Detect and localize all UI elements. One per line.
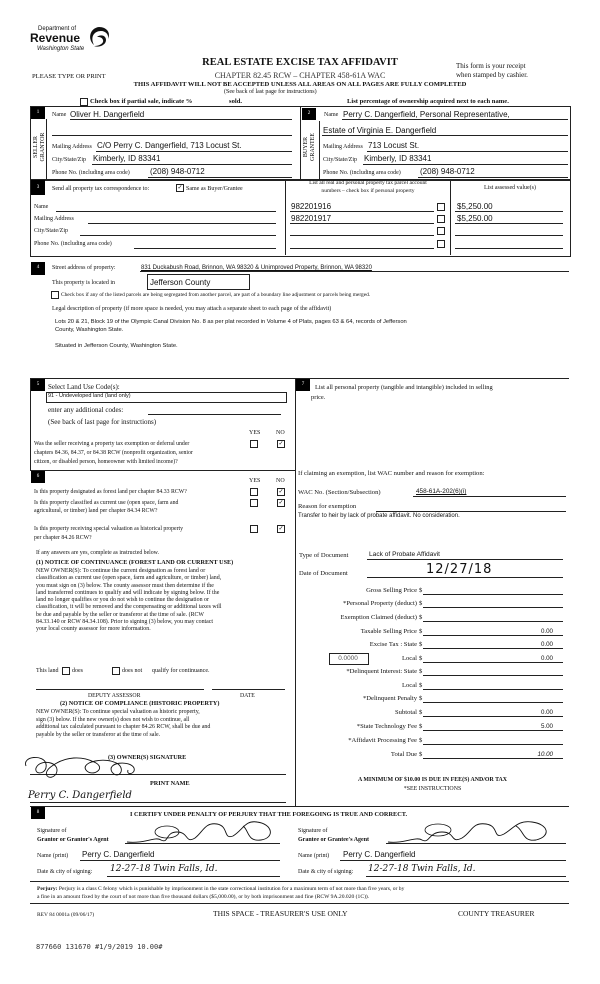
currency-symbol: $ [419, 587, 423, 594]
legal-description-line-2[interactable]: County, Washington State. [55, 327, 124, 333]
assessed-line[interactable] [455, 235, 563, 236]
fee-value[interactable]: 0.00 [540, 709, 553, 716]
additional-codes-label: enter any additional codes: [48, 406, 124, 414]
owner-signature-label: (3) OWNER(S) SIGNATURE [108, 754, 187, 761]
fee-label: Local [401, 655, 417, 662]
section-4-badge: 4 [31, 262, 45, 275]
print-name-line[interactable] [30, 802, 286, 803]
completion-warning: THIS AFFIDAVIT WILL NOT BE ACCEPTED UNLESS ALL AREAS ON ALL PAGES ARE FULLY COMPLETED [133, 81, 467, 88]
currency-symbol: $ [419, 641, 423, 648]
wac-line [413, 496, 566, 497]
grantee-label: GRANTEE [310, 133, 316, 161]
notice-line: NEW OWNER(S): To continue special valuation as historic property, [36, 709, 200, 715]
assessor-date-line[interactable] [212, 689, 285, 690]
notice-line: sign (3) below. If the new owner(s) does not wish to continue, all [36, 716, 190, 723]
forest-land-question: Is this property designated as forest land per chapter 84.33 RCW? [34, 489, 187, 495]
perjury-line-2: a fine in an amount fixed by the court of not more than five thousand dollars ($5,000.00), or by both imprisonment and fine (RCW 9A.20.020 (1C)). [37, 894, 370, 900]
current-use-question-2: agricultural, or timber) land per chapter 84.34 RCW? [34, 508, 158, 514]
grantor-signature-icon [125, 818, 285, 848]
perjury-notice [37, 885, 404, 901]
assessed-value[interactable]: $5,250.00 [457, 214, 493, 223]
county-treasurer: COUNTY TREASURER [458, 909, 535, 918]
section-1-badge: 1 [31, 107, 45, 119]
buyer-label: BUYER [303, 136, 309, 158]
buyer-name[interactable]: Perry C. Dangerfield, Personal Representative, [343, 110, 510, 119]
seller-phone-line [148, 177, 292, 178]
street-address-label: Street address of property: [52, 265, 116, 271]
currency-symbol: $ [419, 723, 423, 730]
document-type-label: Type of Document [299, 552, 349, 559]
currency-symbol: $ [419, 709, 423, 716]
assessed-line [455, 211, 563, 212]
personal-property-label-2: price. [311, 394, 326, 401]
correspondence-mailing-label: Mailing Address [34, 216, 74, 222]
buyer-name2-line [322, 135, 568, 136]
notice-line: your local county assessor for more information. [36, 626, 151, 633]
notice-compliance-text [36, 709, 210, 739]
grantor-name[interactable]: Perry C. Dangerfield [82, 850, 155, 859]
wac-number[interactable]: 458-61A-202(6)(i) [416, 488, 467, 495]
receipt-note-1: This form is your receipt [456, 62, 526, 70]
chapter-line: CHAPTER 82.45 RCW – CHAPTER 458-61A WAC [214, 71, 386, 80]
notice-line: 84.33.140 or RCW 84.34.108). Prior to signing (3) below, you may contact [36, 619, 214, 626]
exemption-question-1: Was the seller receiving a property tax exemption or deferral under [34, 441, 190, 447]
buyer-side-label [303, 122, 317, 172]
see-instructions-note: *SEE INSTRUCTIONS [403, 786, 462, 792]
legal-description-line-3[interactable]: Situated in Jefferson County, Washington State. [55, 343, 178, 349]
does-label: does [72, 668, 83, 674]
seller-city[interactable]: Kimberly, ID 83341 [93, 154, 161, 163]
grantor-name-label: Name (print) [37, 853, 69, 859]
fee-field-line [423, 594, 563, 595]
grantee-date-city-label: Date & city of signing: [298, 869, 354, 875]
grantee-name-label: Name (print) [298, 853, 330, 859]
current-use-no-checkbox[interactable]: ✓ [278, 500, 284, 506]
buyer-name-line [342, 119, 568, 120]
buyer-mailing[interactable]: 713 Locust St. [368, 141, 420, 150]
grantee-signature-icon [386, 816, 566, 846]
receipt-note-2: when stamped by cashier. [456, 71, 528, 79]
currency-symbol: $ [419, 628, 423, 635]
grantor-label: GRANTOR [40, 132, 46, 162]
fee-field-line [423, 607, 563, 608]
fee-field-line [423, 702, 563, 703]
fee-value[interactable]: 0.00 [540, 641, 553, 648]
section-8-top-rule [30, 806, 569, 807]
currency-symbol: $ [419, 751, 423, 758]
historic-question-2: per chapter 84.26 RCW? [34, 535, 92, 541]
fee-value[interactable]: 0.00 [540, 628, 553, 635]
currency-symbol: $ [419, 737, 423, 744]
fee-label: Exemption Claimed (deduct) [340, 614, 417, 621]
document-date-label: Date of Document [299, 570, 348, 577]
buyer-mailing-label: Mailing Address [323, 144, 363, 150]
local-rate: 0.0000 [338, 655, 358, 662]
logo-line2: Revenue [30, 31, 81, 45]
personal-property-checkbox[interactable] [437, 240, 445, 248]
grantor-date-city-line [107, 876, 280, 877]
forest-no-checkbox[interactable]: ✓ [278, 489, 284, 495]
fee-label: Gross Selling Price [366, 587, 417, 594]
seller-city-line [92, 164, 292, 165]
notice-compliance-title: (2) NOTICE OF COMPLIANCE (HISTORIC PROPERTY) [60, 700, 220, 707]
fee-field-line [423, 621, 563, 622]
correspondence-name-field[interactable] [56, 211, 276, 212]
document-type[interactable]: Lack of Probate Affidavit [369, 551, 440, 558]
document-type-line [367, 559, 563, 560]
buyer-city-line [363, 164, 568, 165]
section-2-badge: 2 [302, 108, 316, 120]
perjury-bottom-rule [30, 903, 569, 904]
section-5-badge: 5 [31, 379, 45, 391]
left-border [30, 378, 31, 470]
buyer-city[interactable]: Kimberly, ID 83341 [364, 154, 432, 163]
assessed-line [455, 223, 563, 224]
correspondence-mailing-field[interactable] [88, 223, 276, 224]
sold-label: sold. [229, 98, 243, 105]
section-3-badge: 3 [31, 180, 45, 195]
fee-field-line [423, 675, 563, 676]
perjury-line-1: Perjury is a class C felony which is punishable by imprisonment in the state correctional institution for a maximum term of not more than five years, or by [58, 886, 405, 892]
document-date[interactable]: 12/27/18 [426, 562, 493, 577]
buyer-phone-line [418, 177, 568, 178]
historic-yes-checkbox[interactable] [250, 525, 258, 533]
logo-line1: Department of [38, 26, 77, 32]
exemption-reason[interactable]: Transfer to heir by lack of probate affidavit. No consideration. [298, 513, 460, 519]
grantor-name-line [80, 860, 280, 861]
street-address[interactable]: 831 Duckabush Road, Brinnon, WA 98320 & Unimproved Property, Brinnon, WA 98320 [141, 265, 372, 271]
section-6-badge: 6 [31, 471, 45, 483]
notice-line: NEW OWNER(S): To continue the current designation as forest land or [36, 568, 206, 574]
exemption-no-checkbox[interactable]: ✓ [278, 441, 284, 447]
parcel-line[interactable] [290, 235, 434, 236]
fee-label: Local [401, 682, 417, 689]
perjury-certification: I CERTIFY UNDER PENALTY OF PERJURY THAT THE FOREGOING IS TRUE AND CORRECT. [130, 811, 408, 818]
buyer-phone-label: Phone No. (including area code) [323, 170, 401, 176]
grantee-signature-label-1: Signature of [298, 828, 328, 834]
date-label: DATE [240, 693, 255, 699]
percentage-note: List percentage of ownership acquired next to each name. [347, 98, 509, 105]
correspondence-city-field[interactable] [80, 235, 276, 236]
logo-swirl-icon [86, 25, 112, 49]
seller-name-label: Name [52, 112, 67, 118]
notice-line: payable by the seller or transferor at the time of sale. [36, 731, 161, 738]
fee-label: *Personal Property (deduct) [343, 600, 417, 607]
no-header: NO [276, 430, 285, 436]
exemption-claim-label: If claiming an exemption, list WAC number and reason for exemption: [298, 470, 485, 477]
grantee-name[interactable]: Perry C. Dangerfield [343, 850, 416, 859]
notice-line: you must sign on (3) below. The county assessor must then determine if the [36, 582, 214, 589]
printed-name-handwritten: Perry C. Dangerfield [28, 790, 132, 801]
buyer-name2[interactable]: Estate of Virginia E. Dangerfield [323, 126, 437, 135]
owner-signature-icon [22, 752, 172, 782]
notice-continuance-title: (1) NOTICE OF CONTINUANCE (FOREST LAND OR CURRENT USE) [36, 559, 234, 566]
section-7-badge: 7 [296, 379, 310, 391]
divider [319, 121, 320, 179]
seller-phone[interactable]: (208) 948-0712 [150, 167, 205, 176]
partial-sale-checkbox[interactable] [80, 98, 88, 106]
this-land-label: This land [36, 668, 59, 674]
currency-symbol: $ [419, 682, 423, 689]
correspondence-phone-field[interactable] [134, 248, 276, 249]
buyer-city-label: City/State/Zip [323, 157, 357, 163]
grantee-signature-label-2: Grantee or Grantee's Agent [298, 837, 370, 843]
deputy-assessor-label: DEPUTY ASSESSOR [88, 693, 141, 699]
qualify-label: qualify for continuance. [152, 668, 210, 674]
notice-line: land transferred continues to qualify and will indicate by signing below. If the [36, 589, 220, 596]
seller-label: SELLER [33, 136, 39, 158]
cashier-stamp: 877660 131670 #1/9/2019 10.00# [36, 943, 163, 951]
assessed-line[interactable] [455, 248, 563, 249]
personal-property-label-1: List all personal property (tangible and intangible) included in selling [315, 384, 493, 391]
fee-label: Subtotal [395, 709, 417, 716]
land-does-not-checkbox[interactable] [112, 667, 120, 675]
correspondence-city-label: City/State/Zip [34, 228, 68, 234]
additional-codes-field[interactable] [148, 414, 281, 415]
currency-symbol: $ [419, 614, 423, 621]
if-any-yes-note: If any answers are yes, complete as instructed below. [36, 550, 159, 556]
assessed-value[interactable]: $5,250.00 [457, 202, 493, 211]
currency-symbol: $ [419, 695, 423, 702]
parcel-number[interactable]: 982201916 [291, 202, 332, 211]
currency-symbol: $ [419, 600, 423, 607]
fee-label: *State Technology Fee [356, 723, 417, 730]
fee-field-line [423, 744, 563, 745]
personal-property-checkbox[interactable] [437, 215, 445, 223]
located-in-label: This property is located in [52, 280, 115, 286]
yes-header: YES [249, 430, 261, 436]
partial-sale-label: Check box if partial sale, indicate % [90, 98, 193, 105]
county-value: Jefferson County [150, 278, 211, 287]
perjury-bold: Perjury: [37, 886, 58, 892]
current-use-question-1: Is this property classified as current use (open space, farm and [34, 500, 179, 506]
legal-description-label: Legal description of property (if more space is needed, you may attach a separate sheet to each page of the affidavit) [52, 306, 332, 312]
deputy-assessor-line[interactable] [36, 689, 204, 690]
land-does-checkbox[interactable] [62, 667, 70, 675]
seller-mailing[interactable]: C/O Perry C. Dangerfield, 713 Locust St. [97, 141, 242, 150]
no-header: NO [276, 478, 285, 484]
section-6-top-rule [30, 470, 295, 471]
personal-property-checkbox[interactable] [437, 203, 445, 211]
form-revision: REV 84 0001a (09/06/17) [37, 912, 95, 918]
reason-label: Reason for exemption [298, 503, 357, 510]
fee-label: Excise Tax : State [369, 641, 417, 648]
parcel-line [290, 223, 434, 224]
please-type: PLEASE TYPE OR PRINT [32, 73, 106, 80]
parcel-line[interactable] [290, 248, 434, 249]
section-8-badge: 8 [31, 807, 45, 819]
fee-label: *Delinquent Interest: State [346, 668, 417, 675]
forest-yes-checkbox[interactable] [250, 488, 258, 496]
form-title: REAL ESTATE EXCISE TAX AFFIDAVIT [202, 57, 398, 68]
currency-symbol: $ [419, 668, 423, 675]
segregated-label: Check box if any of the listed parcels are being segregated from another parcel, are part of a boundary line adjustment or parcels being merged. [61, 292, 371, 298]
grantee-date-city-line [366, 876, 566, 877]
historic-question-1: Is this property receiving special valuation as historical property [34, 526, 184, 532]
parcel-line [290, 211, 434, 212]
personal-property-checkbox[interactable] [437, 227, 445, 235]
yes-header: YES [249, 478, 261, 484]
buyer-name-label: Name [324, 112, 339, 118]
treasurer-use-only: THIS SPACE - TREASURER'S USE ONLY [213, 909, 348, 918]
grantee-name-line [340, 860, 566, 861]
currency-symbol: $ [419, 655, 423, 662]
notice-line: be due and payable by the seller or transferor at the time of sale. (RCW [36, 611, 204, 618]
seller-mailing-line [96, 151, 292, 152]
same-as-buyer-label: Same as Buyer/Grantee [186, 186, 243, 192]
parcel-number[interactable]: 982201917 [291, 214, 332, 223]
fee-field-line [423, 689, 563, 690]
parcel-header-1: List all real and personal property tax parcel account [309, 180, 427, 186]
fee-value[interactable]: 10.00 [537, 751, 553, 758]
seller-phone-label: Phone No. (including area code) [52, 170, 130, 176]
does-not-label: does not [122, 668, 143, 674]
notice-continuance-text [36, 568, 222, 634]
grantor-signature-label-2: Grantor or Grantor's Agent [37, 837, 109, 843]
notice-line: land no longer qualifies or you do not wish to continue the designation or [36, 597, 209, 604]
current-use-yes-checkbox[interactable] [250, 499, 258, 507]
same-as-buyer-checkbox[interactable]: ✓ [177, 185, 183, 191]
exemption-question-2: chapters 84.36, 84.37, or 84.38 RCW (nonprofit organization, senior [34, 450, 193, 456]
minimum-due-note: A MINIMUM OF $10.00 IS DUE IN FEE(S) AND/OR TAX [357, 777, 508, 783]
grantee-date-city[interactable]: 12-27-18 Twin Falls, Id. [368, 864, 476, 874]
wac-label: WAC No. (Section/Subsection) [298, 489, 381, 496]
buyer-mailing-line [367, 151, 568, 152]
fee-label: Total Due [390, 751, 417, 758]
notice-line: classification, it will be removed and the compensating or additional taxes will [36, 604, 222, 611]
seller-name-line [70, 119, 292, 120]
correspondence-name-label: Name [34, 204, 49, 210]
legal-description-line-1[interactable]: Lots 20 & 21, Block 19 of the Olympic Canal Division No. 8 as per plat recorded in Volume 4 of Plats, pages 63 & 64, records of Jefferson [55, 319, 407, 325]
send-correspondence-label: Send all property tax correspondence to: [52, 186, 150, 192]
exemption-question-3: citizen, or disabled person, homeowner with limited income)? [34, 459, 178, 465]
land-use-value: 91 - Undeveloped land (land only) [48, 393, 131, 399]
perjury-top-rule [30, 881, 569, 882]
parcel-header-2: numbers – check box if personal property [321, 188, 415, 194]
notice-line: additional tax calculated pursuant to chapter 84.26 RCW, shall be due and [36, 724, 211, 731]
land-use-label: Select Land Use Code(s): [48, 383, 120, 391]
grantor-signature-label-1: Signature of [37, 828, 67, 834]
buyer-phone[interactable]: (208) 948-0712 [420, 167, 475, 176]
historic-no-checkbox[interactable]: ✓ [278, 526, 284, 532]
seller-mailing-label: Mailing Address [52, 144, 92, 150]
exemption-yes-checkbox[interactable] [250, 440, 258, 448]
document-date-line [367, 577, 563, 578]
seller-city-label: City/State/Zip [52, 157, 86, 163]
notice-line: classification as current use (open space, farm and agriculture, or timber) land, [36, 575, 222, 582]
correspondence-phone-label: Phone No. (including area code) [34, 241, 112, 247]
seller-name[interactable]: Oliver H. Dangerfield [70, 110, 145, 119]
fee-value[interactable]: 5.00 [540, 723, 553, 730]
grantor-date-city[interactable]: 12-27-18 Twin Falls, Id. [110, 864, 218, 874]
fee-label: *Affidavit Processing Fee [348, 737, 417, 744]
fee-value[interactable]: 0.00 [540, 655, 553, 662]
grantor-date-city-label: Date & city of signing: [37, 869, 93, 875]
seller-name2-line [52, 135, 292, 136]
fee-label: *Delinquent Penalty [362, 695, 417, 702]
divider [300, 106, 301, 180]
land-use-see-back: (See back of last page for instructions) [48, 418, 157, 426]
segregated-checkbox[interactable] [51, 291, 59, 299]
fee-label: Taxable Selling Price [360, 628, 417, 635]
seller-side-label [33, 122, 47, 172]
see-back-note: (See back of last page for instructions) [224, 89, 317, 95]
print-name-label: PRINT NAME [150, 780, 190, 787]
assessed-header: List assessed value(s) [484, 185, 536, 191]
logo-line3: Washington State [37, 46, 85, 52]
